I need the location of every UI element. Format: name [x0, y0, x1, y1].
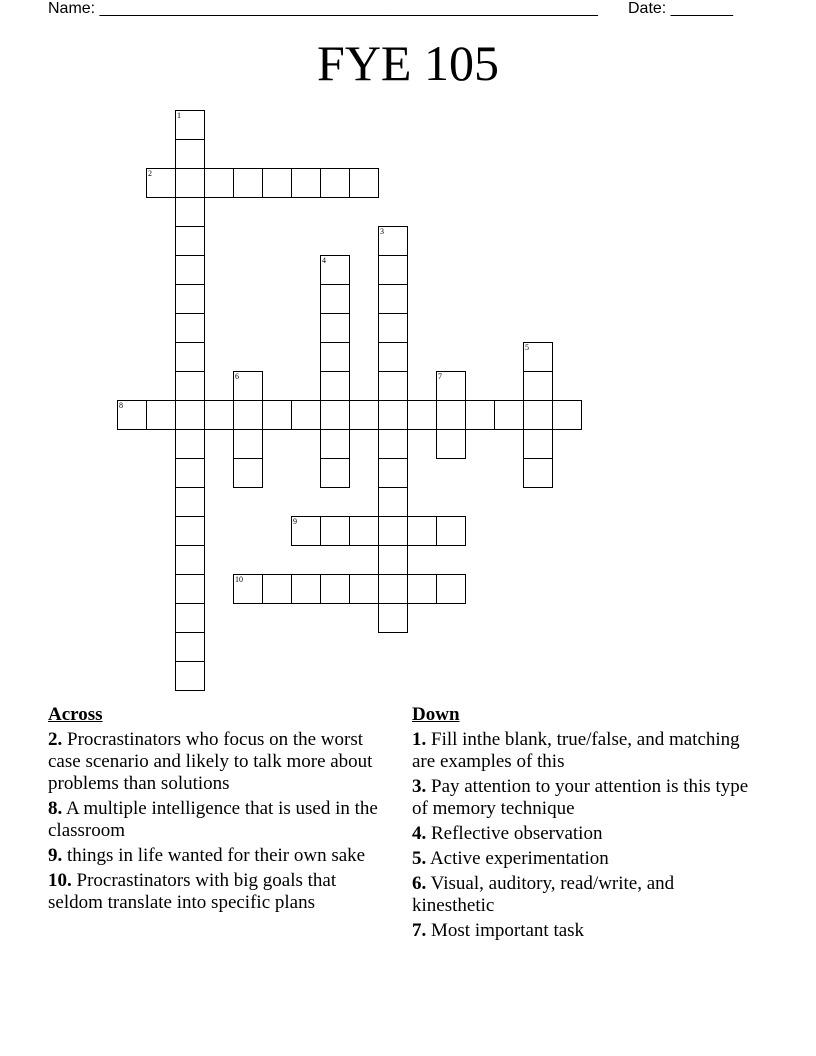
crossword-cell[interactable]	[320, 342, 350, 372]
crossword-cell[interactable]	[349, 574, 379, 604]
clue-text: Procrastinators with big goals that seldom translate into specific plans	[48, 870, 337, 913]
crossword-cell[interactable]	[378, 255, 408, 285]
crossword-cell[interactable]	[291, 400, 321, 430]
clue-text: Active experimentation	[429, 848, 609, 869]
crossword-cell[interactable]	[523, 371, 553, 401]
crossword-cell[interactable]	[291, 168, 321, 198]
date-field[interactable]: Date: _______	[628, 0, 733, 17]
crossword-cell[interactable]	[523, 342, 553, 372]
clue-text: Pay attention to your attention is this type of memory technique	[412, 776, 749, 819]
crossword-cell[interactable]	[378, 313, 408, 343]
crossword-cell[interactable]	[320, 516, 350, 546]
crossword-cell[interactable]	[378, 284, 408, 314]
crossword-cell[interactable]	[378, 545, 408, 575]
crossword-cell[interactable]	[436, 574, 466, 604]
cell-number: 3	[380, 227, 384, 236]
across-heading: Across	[48, 704, 103, 725]
crossword-cell[interactable]	[233, 168, 263, 198]
down-heading: Down	[412, 704, 460, 725]
crossword-cell[interactable]	[378, 429, 408, 459]
crossword-cell[interactable]	[175, 400, 205, 430]
crossword-cell[interactable]	[262, 168, 292, 198]
crossword-cell[interactable]	[233, 458, 263, 488]
cell-number: 8	[119, 401, 123, 410]
crossword-cell[interactable]	[175, 371, 205, 401]
crossword-cell[interactable]	[175, 603, 205, 633]
crossword-cell[interactable]	[117, 400, 147, 430]
crossword-cell[interactable]	[378, 574, 408, 604]
clue-number: 8.	[48, 798, 63, 819]
crossword-cell[interactable]	[465, 400, 495, 430]
down-clue	[412, 729, 757, 773]
clue-number: 7.	[412, 920, 427, 941]
down-clue	[412, 920, 757, 942]
across-clue	[48, 798, 393, 842]
crossword-cell[interactable]	[233, 371, 263, 401]
crossword-cell[interactable]	[175, 516, 205, 546]
crossword-cell[interactable]	[291, 574, 321, 604]
crossword-cell[interactable]	[320, 371, 350, 401]
crossword-cell[interactable]	[175, 574, 205, 604]
down-clue	[412, 873, 757, 917]
crossword-cell[interactable]	[175, 545, 205, 575]
crossword-cell[interactable]	[378, 516, 408, 546]
crossword-cell[interactable]	[407, 516, 437, 546]
crossword-cell[interactable]	[349, 400, 379, 430]
crossword-cell[interactable]	[262, 400, 292, 430]
name-field[interactable]: Name: ________________________________________________________	[48, 0, 598, 17]
crossword-cell[interactable]	[175, 139, 205, 169]
across-clue	[48, 845, 393, 867]
crossword-cell[interactable]	[407, 400, 437, 430]
crossword-cell[interactable]	[175, 284, 205, 314]
crossword-cell[interactable]	[320, 284, 350, 314]
crossword-cell[interactable]	[552, 400, 582, 430]
crossword-cell[interactable]	[378, 487, 408, 517]
crossword-cell[interactable]	[291, 516, 321, 546]
crossword-cell[interactable]	[175, 197, 205, 227]
crossword-cell[interactable]	[175, 458, 205, 488]
clue-text: Procrastinators who focus on the worst case scenario and likely to talk more about problems than solutions	[48, 729, 373, 794]
down-clues	[412, 704, 757, 945]
crossword-cell[interactable]	[146, 400, 176, 430]
cell-number: 2	[148, 169, 152, 178]
crossword-cell[interactable]	[175, 110, 205, 140]
crossword-cell[interactable]	[523, 429, 553, 459]
crossword-cell[interactable]	[175, 429, 205, 459]
crossword-cell[interactable]	[175, 632, 205, 662]
down-clue	[412, 848, 757, 870]
crossword-cell[interactable]	[175, 342, 205, 372]
crossword-cell[interactable]	[146, 168, 176, 198]
down-clue	[412, 823, 757, 845]
crossword-cell[interactable]	[175, 487, 205, 517]
clue-number: 1.	[412, 729, 427, 750]
across-clues	[48, 704, 393, 917]
clue-number: 3.	[412, 776, 427, 797]
cell-number: 6	[235, 372, 239, 381]
crossword-cell[interactable]	[175, 255, 205, 285]
crossword-cell[interactable]	[523, 400, 553, 430]
across-clue	[48, 729, 393, 795]
across-clue	[48, 870, 393, 914]
clue-text: Reflective observation	[431, 823, 603, 844]
cell-number: 10	[235, 575, 243, 584]
crossword-cell[interactable]	[436, 400, 466, 430]
crossword-cell[interactable]	[204, 168, 234, 198]
clue-number: 10.	[48, 870, 72, 891]
crossword-cell[interactable]	[233, 574, 263, 604]
crossword-cell[interactable]	[436, 429, 466, 459]
clue-text: things in life wanted for their own sake	[67, 845, 366, 866]
cell-number: 1	[177, 111, 181, 120]
crossword-cell[interactable]	[175, 313, 205, 343]
clue-text: Visual, auditory, read/write, and kinesthetic	[412, 873, 675, 916]
crossword-cell[interactable]	[175, 168, 205, 198]
crossword-cell[interactable]	[378, 371, 408, 401]
down-clue	[412, 776, 757, 820]
cell-number: 9	[293, 517, 297, 526]
crossword-cell[interactable]	[378, 400, 408, 430]
crossword-cell[interactable]	[349, 168, 379, 198]
clue-number: 4.	[412, 823, 427, 844]
crossword-cell[interactable]	[378, 342, 408, 372]
crossword-cell[interactable]	[378, 603, 408, 633]
crossword-cell[interactable]	[320, 168, 350, 198]
crossword-cell[interactable]	[320, 313, 350, 343]
clue-text: A multiple intelligence that is used in the classroom	[48, 798, 378, 841]
crossword-cell[interactable]	[233, 400, 263, 430]
clue-number: 6.	[412, 873, 427, 894]
crossword-cell[interactable]	[494, 400, 524, 430]
crossword-cell[interactable]	[378, 226, 408, 256]
crossword-cell[interactable]	[320, 458, 350, 488]
clue-number: 9.	[48, 845, 63, 866]
crossword-cell[interactable]	[436, 516, 466, 546]
crossword-cell[interactable]	[407, 574, 437, 604]
crossword-cell[interactable]	[436, 371, 466, 401]
crossword-cell[interactable]	[262, 574, 292, 604]
crossword-cell[interactable]	[320, 400, 350, 430]
crossword-cell[interactable]	[320, 429, 350, 459]
crossword-cell[interactable]	[378, 458, 408, 488]
clue-text: Most important task	[431, 920, 585, 941]
page-title: FYE 105	[317, 35, 499, 91]
crossword-cell[interactable]	[175, 226, 205, 256]
crossword-cell[interactable]	[204, 400, 234, 430]
cell-number: 7	[438, 372, 442, 381]
clue-text: Fill inthe blank, true/false, and matching are examples of this	[412, 729, 740, 772]
cell-number: 4	[322, 256, 326, 265]
crossword-cell[interactable]	[320, 255, 350, 285]
clue-number: 2.	[48, 729, 63, 750]
crossword-cell[interactable]	[175, 661, 205, 691]
crossword-cell[interactable]	[320, 574, 350, 604]
clue-number: 5.	[412, 848, 427, 869]
crossword-cell[interactable]	[523, 458, 553, 488]
crossword-cell[interactable]	[233, 429, 263, 459]
cell-number: 5	[525, 343, 529, 352]
crossword-cell[interactable]	[349, 516, 379, 546]
